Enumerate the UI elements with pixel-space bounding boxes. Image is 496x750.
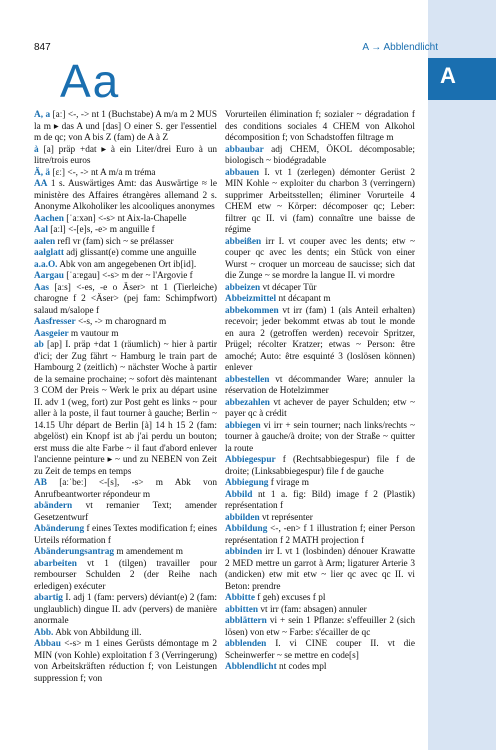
- entry-headword: Abbild: [225, 489, 253, 500]
- entry-headword: Abänderungsantrag: [34, 547, 115, 557]
- dictionary-entry: [225, 478, 415, 490]
- entry-body: vt achever de payer Schulden; etw ~ payer qc à crédit: [225, 397, 416, 419]
- dictionary-entry: [34, 639, 217, 685]
- dictionary-entry: [34, 260, 217, 272]
- entry-body: [ˈaːɐgau] <-s> m der ~ l'Argovie f: [66, 271, 193, 281]
- dictionary-entry: [34, 559, 217, 594]
- entry-body: m vautour m: [70, 328, 119, 339]
- dictionary-entry: [34, 110, 217, 145]
- entry-body: I. vi CINE couper II. vt die Scheinwerfer ~ se mettre en code[s]: [225, 639, 416, 661]
- entry-body: [ˈaːxən] <-s> nt Aix-la-Chapelle: [66, 213, 187, 224]
- dictionary-entry: [34, 248, 217, 260]
- entry-headword: Aasfresser: [34, 317, 76, 327]
- entry-headword: Abbiegung: [225, 478, 269, 488]
- entry-headword: a.a.O.: [34, 259, 58, 270]
- dictionary-entry: [34, 214, 217, 226]
- dictionary-entry: [225, 513, 415, 525]
- dictionary-entry: [225, 421, 415, 456]
- entry-headword: à: [34, 144, 39, 155]
- entry-body: nt décapant m: [278, 294, 331, 304]
- entry-headword: Aachen: [34, 213, 64, 224]
- entry-headword: Abbildung: [225, 524, 268, 534]
- entry-body: I. vt 1 (zerlegen) démonter Gerüst 2 MIN Kohle ~ exploiter du charbon 3 (verringern) supprimer Arbeitsstellen; éliminer Vorurteile 4 CHEM etw ~ Körper: décomposer qc; Leber: filtrer qc II. vi (fam) connaître une baisse de régime: [225, 167, 415, 235]
- dictionary-entry: [34, 628, 217, 640]
- entry-headword: Abblendlicht: [225, 662, 277, 672]
- dictionary-entry: [34, 317, 217, 329]
- entry-headword: Abbau: [34, 639, 61, 649]
- entry-headword: AA: [34, 179, 48, 189]
- entry-headword: abbeißen: [225, 236, 262, 247]
- dictionary-entry: [225, 110, 415, 145]
- dictionary-entry: [225, 283, 415, 295]
- dictionary-entry: [34, 329, 217, 341]
- entry-headword: A, a: [34, 110, 51, 120]
- dictionary-entry: [225, 306, 415, 375]
- left-column: [34, 110, 217, 685]
- entry-body: vi + sein 1 Pflanze: s'effeuiller 2 (sich lösen) von etw ~ Farbe: s'écailler de qc: [225, 616, 415, 638]
- section-letter: Aa: [60, 55, 121, 107]
- entry-body: [aːs] <-es, -e o Äser> nt 1 (Tierleiche) charogne f 2 <Äser> (pej fam: Schimpfwort) salaud m/salope f: [34, 282, 217, 316]
- entry-body: [aː] <-, -> nt 1 (Buchstabe) A m/a m 2 MUS la m ▸ das A und [das] O einer S. ger l'essentiel m de qc; von A bis Z (fam) de A à Z: [34, 110, 218, 143]
- entry-body: [aːˈbeː] <-[s], -s> m Abk von Anrufbeantworter répondeur m: [34, 478, 217, 500]
- dictionary-entry: [34, 524, 217, 547]
- entry-body: vt décommander Ware; annuler la réservation de Hotelzimmer: [225, 374, 415, 396]
- entry-body: refl vr (fam) sich ~ se prélasser: [57, 236, 174, 247]
- running-head: A → Abblendlicht: [362, 42, 438, 53]
- entry-headword: abbiegen: [225, 420, 261, 431]
- dictionary-entry: [34, 237, 217, 249]
- dictionary-entry: [225, 145, 415, 168]
- dictionary-entry: [34, 179, 217, 214]
- thumb-index-active-block: [428, 58, 496, 100]
- dictionary-entry: [225, 662, 415, 674]
- dictionary-entry: [34, 145, 217, 168]
- entry-headword: abblenden: [225, 639, 267, 649]
- dictionary-entry: [34, 225, 217, 237]
- entry-body: Vorurteilen élimination f; sozialer ~ dégradation f des conditions sociales 4 CHEM von Alkohol décomposition f; von Schadstoffen filtrage m: [225, 110, 415, 143]
- entry-headword: Abbitte: [225, 593, 255, 603]
- entry-body: irr I. vt couper avec les dents; etw ~ couper qc avec les dents; ein Stück von einer Wurst ~ croquer un morceau de saucisse; sich dat die Zunge ~ se mordre la langue II. vi mordre: [225, 236, 415, 281]
- dictionary-entry: [225, 168, 415, 237]
- dictionary-entry: [225, 490, 415, 513]
- dictionary-entry: [34, 340, 217, 478]
- right-column: [225, 110, 415, 674]
- entry-body: f eines Textes modification f; eines Urteils réformation f: [34, 524, 217, 546]
- entry-headword: Aal: [34, 225, 48, 235]
- page-number: 847: [34, 42, 51, 53]
- entry-headword: aalglatt: [34, 248, 64, 258]
- entry-body: f virage m: [270, 478, 309, 488]
- dictionary-entry: [225, 398, 415, 421]
- dictionary-entry: [34, 283, 217, 318]
- dictionary-entry: [225, 524, 415, 547]
- entry-body: Abk von am angegebenen Ort ib[id].: [59, 259, 197, 270]
- entry-body: [ɛː] <-, -> nt A m/a m tréma: [52, 167, 156, 178]
- thumb-index-strip: [428, 0, 496, 750]
- entry-body: f (Rechtsabbiegespur) file f de droite; (Linksabbiegespur) file f de gauche: [225, 455, 415, 477]
- entry-headword: abbestellen: [225, 374, 270, 385]
- entry-headword: abbilden: [225, 512, 260, 523]
- entry-headword: Abänderung: [34, 524, 85, 534]
- entry-body: m amendement m: [116, 547, 184, 557]
- dictionary-entry: [34, 593, 217, 628]
- entry-headword: abarbeiten: [34, 558, 77, 569]
- dictionary-entry: [225, 375, 415, 398]
- entry-headword: aalen: [34, 236, 56, 247]
- entry-headword: abbeizen: [225, 282, 261, 293]
- entry-body: vt irr (fam) 1 (als Anteil erhalten) recevoir; jeder bekommt etwas ab tout le monde en aura 2 (getroffen werden) recevoir Spritzer, Prügel; récolter Kratzer; etwas ~ Person: être amoché; Auto: être esquinté 3 (loslösen können) enlever: [225, 305, 415, 373]
- entry-headword: abartig: [34, 593, 63, 603]
- dictionary-entry: [225, 455, 415, 478]
- entry-body: vt remanier Text; amender Gesetzentwurf: [34, 501, 217, 523]
- entry-body: Abk von Abbildung ill.: [55, 627, 142, 638]
- dictionary-entry: [225, 616, 415, 639]
- dictionary-entry: [225, 547, 415, 593]
- entry-body: vt 1 (tilgen) travailler pour rembourser Schulden 2 (der Reihe nach erledigen) exécuter: [34, 558, 217, 592]
- entry-body: 1 s. Auswärtiges Amt: das Auswärtige ≈ le ministère des Affaires étrangères allemand 2 s. Anonyme Alkoholiker les alcooliques anonymes: [34, 179, 217, 212]
- entry-body: <-, -en> f 1 illustration f; einer Person représentation f 2 MATH projection f: [225, 524, 415, 546]
- entry-body: adj glissant(e) comme une anguille: [66, 248, 197, 258]
- entry-body: nt 1 a. fig: Bild) image f 2 (Plastik) représentation f: [225, 489, 415, 511]
- entry-body: irr I. vt 1 (losbinden) dénouer Krawatte 2 MED mettre un garrot à Arm; ligaturer Arterie 3 (andicken) etw mit etw ~ lier qc avec qc II. vi Beton: prendre: [225, 547, 415, 592]
- entry-body: <-s, -> m charognard m: [77, 317, 167, 327]
- entry-headword: abbekommen: [225, 305, 279, 316]
- entry-headword: Abbiegespur: [225, 455, 276, 465]
- entry-body: vi irr + sein tourner; nach links/rechts ~ tourner à gauche/à droite; von der Straße ~ quitter la route: [225, 420, 415, 454]
- entry-body: vt représenter: [261, 512, 313, 523]
- entry-headword: Abb.: [34, 627, 54, 638]
- entry-body: [aːl] <-[e]s, -e> m anguille f: [50, 225, 155, 235]
- entry-headword: abbitten: [225, 604, 259, 615]
- dictionary-entry: [34, 547, 217, 559]
- entry-body: nt codes mpl: [279, 662, 327, 672]
- entry-body: <-s> m 1 eines Gerüsts démontage m 2 MIN (von Kohle) exploitation f 3 (Verringerung) von Arbeitskräften réduction f; von Leistungen suppression f; von: [34, 639, 217, 684]
- entry-body: I. adj 1 (fam: pervers) déviant(e) 2 (fam: unglaublich) dingue II. adv (pervers) de manière anormale: [34, 593, 217, 626]
- entry-headword: abbinden: [225, 547, 263, 557]
- entry-headword: Aargau: [34, 271, 64, 281]
- entry-headword: abbezahlen: [225, 397, 270, 408]
- entry-headword: AB: [34, 478, 47, 488]
- entry-body: vt irr (fam: absagen) annuler: [260, 604, 367, 615]
- entry-body: adj CHEM, ÖKOL décomposable; biologisch ~ biodégradable: [225, 144, 415, 166]
- dictionary-entry: [225, 605, 415, 617]
- entry-body: [a] präp +dat ▸ à ein Liter/drei Euro à un litre/trois euros: [34, 144, 218, 166]
- entry-headword: Ä, ä: [34, 167, 51, 178]
- dictionary-entry: [34, 478, 217, 501]
- entry-headword: Aasgeier: [34, 328, 69, 339]
- entry-headword: abbaubar: [225, 144, 264, 155]
- entry-headword: Abbeizmittel: [225, 294, 277, 304]
- entry-headword: abändern: [34, 501, 73, 511]
- entry-headword: Aas: [34, 282, 49, 293]
- dictionary-entry: [34, 501, 217, 524]
- entry-body: [ap] I. präp +dat 1 (räumlich) ~ hier à partir d'ici; der Zug fährt ~ Hamburg le train part de Hambourg 2 (zeitlich) ~ nächster Woche à partir de la semaine prochaine; ~ sofort dès maintenant 3 COM der Preis ~ Werk le prix au départ usine II. adv 1 (weg, fort) zur Post geht es links ~ pour aller à la poste, il faut tourner à gauche; Berlin ~ 14.15 Uhr départ de Berlin [à] 14 h 15 2 (fam: abgelöst) ein Knopf ist ab j'ai perdu un bouton; erst muss die alte Farbe ~ il faut d'abord enlever l'ancienne peinture ▸ ~ und zu NEBEN von Zeit zu Zeit de temps en temps: [34, 340, 217, 477]
- entry-body: vt décaper Tür: [262, 282, 317, 293]
- dictionary-entry: [225, 593, 415, 605]
- dictionary-entry: [225, 294, 415, 306]
- thumb-index-letter: A: [440, 63, 456, 88]
- dictionary-entry: [34, 168, 217, 180]
- dictionary-entry: [225, 237, 415, 283]
- entry-headword: abblättern: [225, 616, 267, 626]
- entry-body: f geh) excuses f pl: [257, 593, 326, 603]
- entry-headword: ab: [34, 340, 44, 350]
- dictionary-entry: [225, 639, 415, 662]
- dictionary-entry: [34, 271, 217, 283]
- entry-headword: abbauen: [225, 167, 260, 178]
